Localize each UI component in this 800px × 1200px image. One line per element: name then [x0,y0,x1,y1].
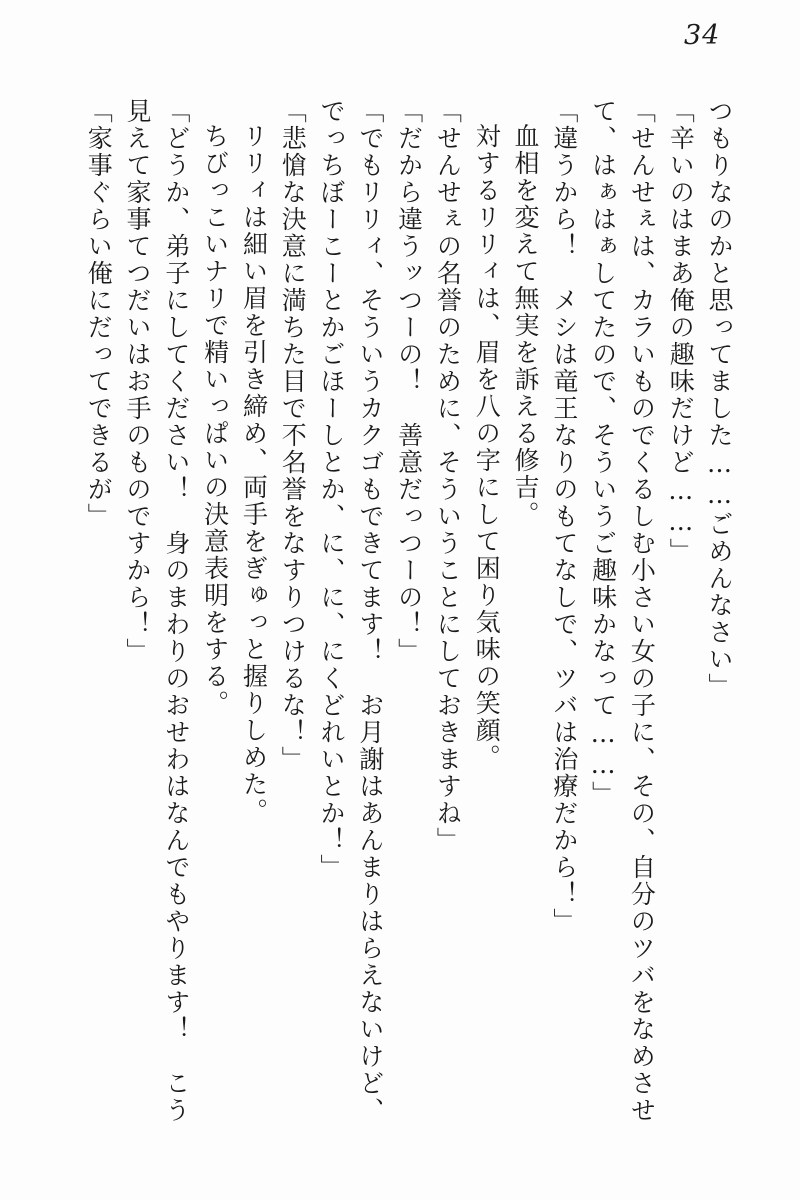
text-block [78,98,738,1134]
paragraph-2: 「辛いのはまあ俺の趣味だけど……」 [666,98,696,565]
paragraph-7: 「せんせぇの名誉のために、そういうことにしておきますね」 [433,98,463,854]
paragraph-11: リリィは細い眉を引き締め、両手をぎゅっと握りしめた。 [239,123,269,825]
paragraph-4: 「違うから！ メシは竜王なりのもてなしで、ツバは治療だから！」 [549,98,579,935]
paragraph-8: 「だから違うッつーの！ 善意だっつーの！」 [394,98,424,665]
paragraph-3: 「せんせぇは、カラいものでくるしむ小さい女の子に、その、自分のツバをなめさせて、はぁはぁしてたので、そういうご趣味かなって……」 [588,98,657,1124]
paragraph-12: ちびっこいナリで精いっぱいの決意表明をする。 [200,123,230,717]
paragraph-14: 「家事ぐらい俺にだってできるが」 [84,98,114,530]
paragraph-1: つもりなのかと思ってました……ごめんなさい」 [705,98,734,700]
paragraph-6: 対するリリィは、眉を八の字にして困り気味の笑顔。 [472,123,502,771]
page-number: 34 [684,20,721,51]
paragraph-5: 血相を変えて無実を訴える修吉。 [511,123,541,528]
paragraph-13: 「どうか、弟子にしてください！ 身のまわりのおせわはなんでもやります！ こう見えて家事てつだいはお手のものですから！」 [123,98,191,1124]
paragraph-10: 「悲愴な決意に満ちた目で不名誉をなすりつけるな！」 [278,98,308,773]
paragraph-9: 「でもリリィ、そういうカクゴもできてます！ お月謝はあんまりはらえないけど、でっちぼーこーとかごほーしとか、に、に、にくどれいとか！」 [317,98,385,1124]
